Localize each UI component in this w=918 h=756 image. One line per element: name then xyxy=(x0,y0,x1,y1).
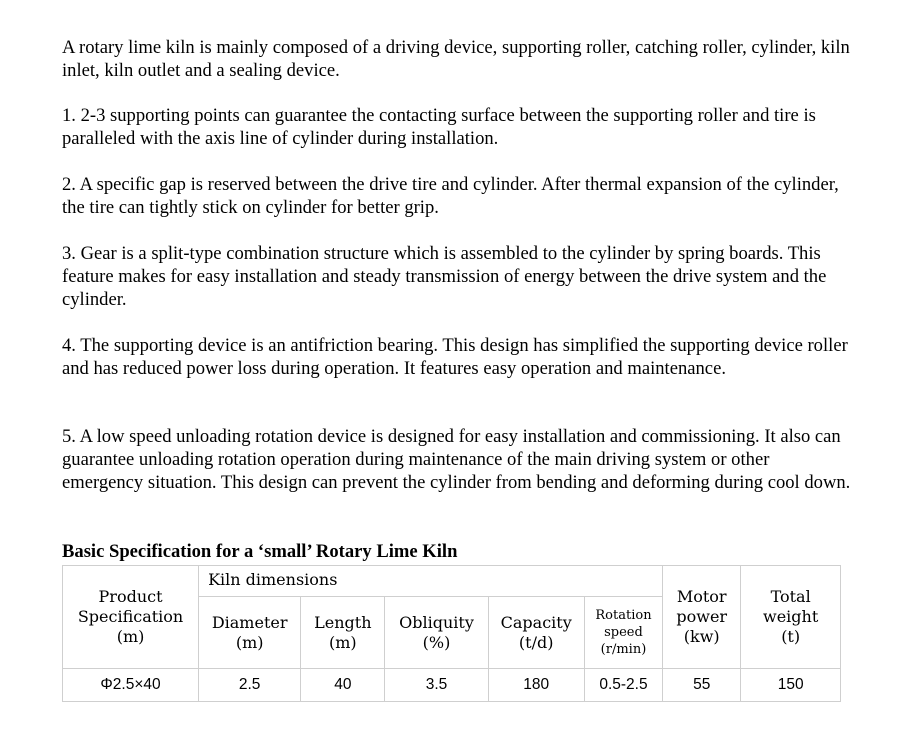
feature-paragraph-4: 4. The supporting device is an antifriction bearing. This design has simplified the supporting device roller and has reduced power loss during operation. It features easy operation and maintenance. xyxy=(62,335,848,379)
header-capacity xyxy=(488,597,584,669)
header-diameter xyxy=(199,597,301,669)
header-length xyxy=(301,597,385,669)
header-kiln-dimensions: Kiln dimensions xyxy=(199,566,663,597)
intro-paragraph: A rotary lime kiln is mainly composed of a driving device, supporting roller, catching roller, cylinder, kiln inlet, kiln outlet and a sealing device. xyxy=(62,37,850,81)
header-length-line2: (m) xyxy=(329,632,357,652)
header-length-line1: Length xyxy=(314,612,372,632)
cell-rotation: 0.5-2.5 xyxy=(584,669,662,702)
header-rotation-line3: (r/min) xyxy=(600,642,647,657)
cell-weight: 150 xyxy=(741,669,841,702)
header-motor xyxy=(663,566,741,669)
header-diameter-line1: Diameter xyxy=(211,612,288,632)
feature-paragraph-3: 3. Gear is a split-type combination structure which is assembled to the cylinder by spring boards. This feature makes for easy installation and steady transmission of energy between the drive system and the cylinder. xyxy=(62,243,827,310)
feature-paragraph-1: 1. 2-3 supporting points can guarantee the contacting surface between the supporting roller and tire is paralleled with the axis line of cylinder during installation. xyxy=(62,105,816,149)
cell-length: 40 xyxy=(301,669,385,702)
header-capacity-line2: (t/d) xyxy=(518,632,554,652)
header-weight-line1: Total xyxy=(770,587,811,606)
header-rotation-line1: Rotation xyxy=(595,608,652,623)
table-header-row xyxy=(63,566,841,597)
feature-paragraph-2: 2. A specific gap is reserved between the drive tire and cylinder. After thermal expansion of the cylinder, the tire can tightly stick on cylinder for better grip. xyxy=(62,174,839,218)
header-capacity-line1: Capacity xyxy=(500,612,572,632)
cell-capacity: 180 xyxy=(488,669,584,702)
cell-diameter: 2.5 xyxy=(199,669,301,702)
table-row xyxy=(63,669,841,702)
header-weight xyxy=(741,566,841,669)
header-motor-line3: (kw) xyxy=(683,627,720,646)
header-obliquity-line1: Obliquity xyxy=(399,612,474,632)
spec-table xyxy=(62,565,841,702)
header-obliquity-line2: (%) xyxy=(422,632,451,652)
feature-paragraph-5: 5. A low speed unloading rotation device is designed for easy installation and commissioning. It also can guarantee unloading rotation operation during maintenance of the main driving system or other emergency situation. This design can prevent the cylinder from bending and deforming during cool down. xyxy=(62,426,851,493)
table-title: Basic Specification for a ‘small’ Rotary Lime Kiln xyxy=(62,541,458,562)
header-product-line1: Product xyxy=(98,587,163,606)
header-diameter-line2: (m) xyxy=(235,632,264,652)
cell-obliquity: 3.5 xyxy=(385,669,488,702)
header-motor-line2: power xyxy=(676,607,728,626)
header-weight-line3: (t) xyxy=(781,627,801,646)
header-obliquity xyxy=(385,597,488,669)
cell-product: Φ2.5×40 xyxy=(63,669,199,702)
header-rotation-line2: speed xyxy=(604,625,643,640)
header-product-line2: Specification xyxy=(77,607,184,626)
header-product xyxy=(63,566,199,669)
header-weight-line2: weight xyxy=(763,607,819,626)
header-product-line3: (m) xyxy=(116,627,145,646)
cell-motor: 55 xyxy=(663,669,741,702)
header-rotation xyxy=(584,597,662,669)
header-motor-line1: Motor xyxy=(676,587,727,606)
